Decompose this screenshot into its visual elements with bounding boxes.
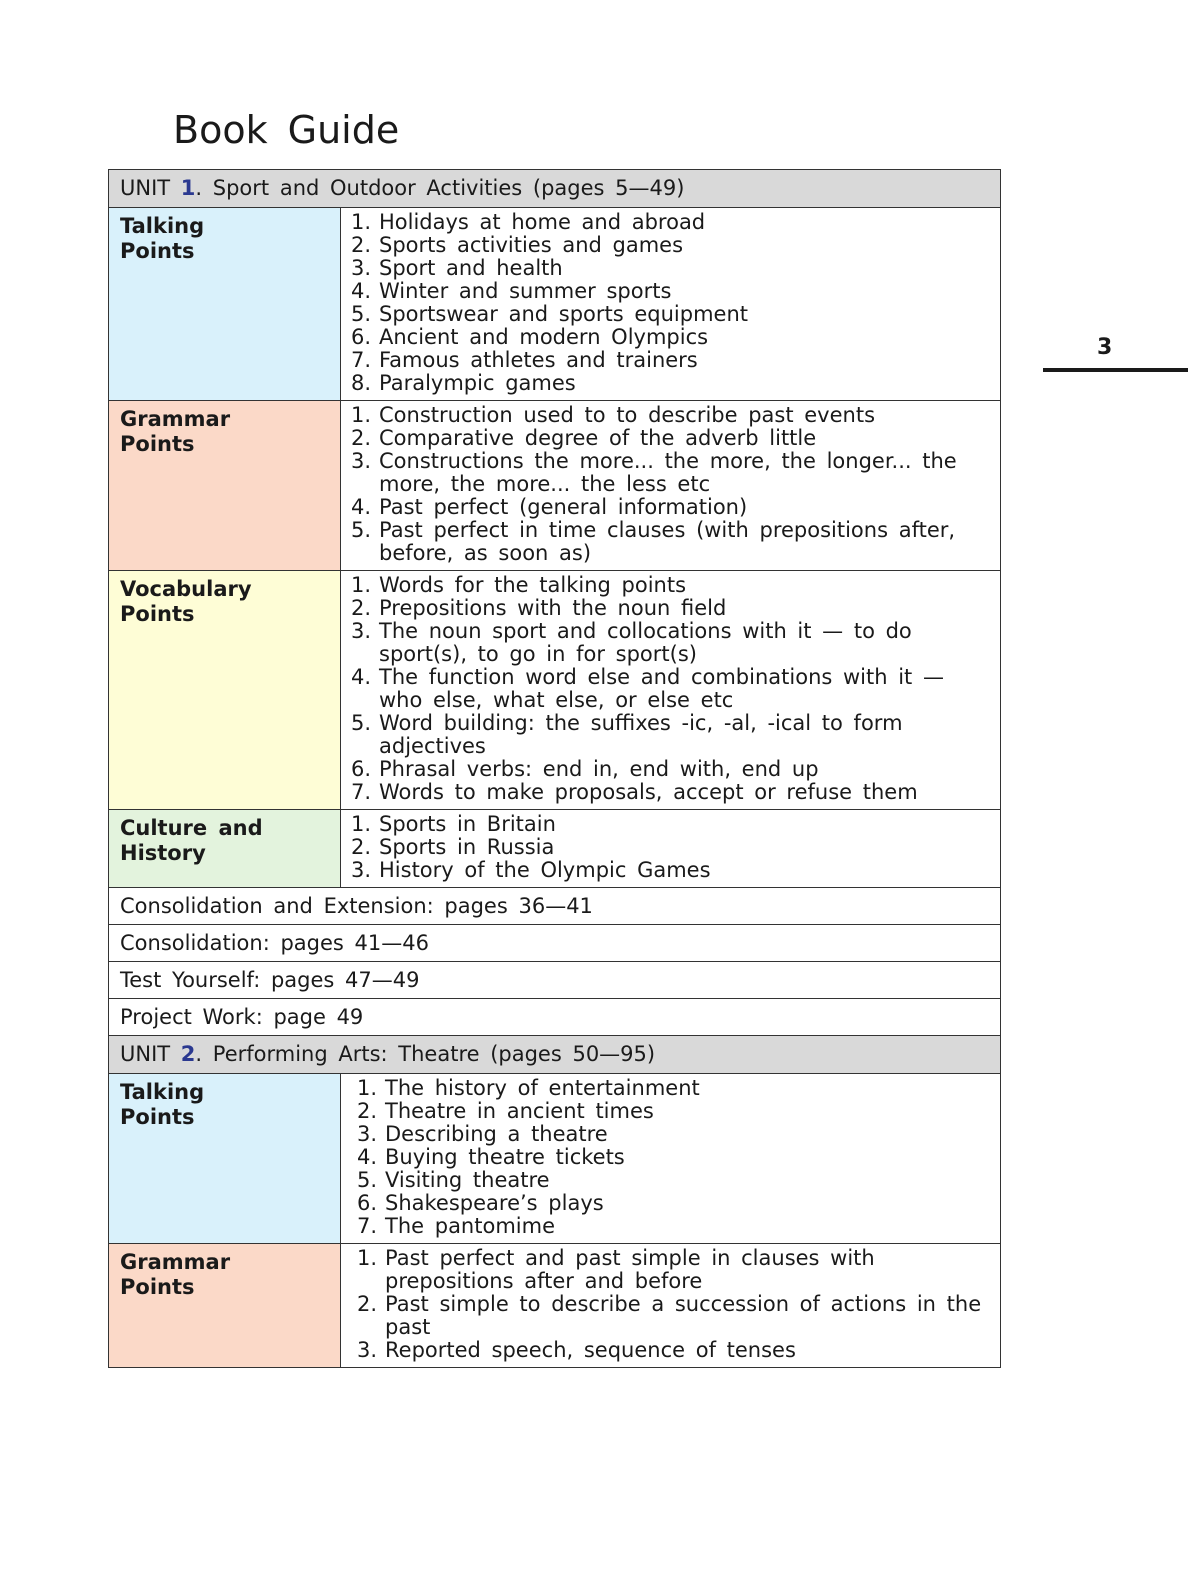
list-item: 2. Comparative degree of the adverb little [351, 426, 817, 450]
list-item: 4. Winter and summer sports [351, 279, 672, 303]
section-items [341, 208, 1001, 401]
list-item: 2. Sports activities and games [351, 233, 684, 257]
list-item: 8. Paralympic games [351, 371, 576, 395]
list-item: 5. Visiting theatre [357, 1168, 550, 1192]
list-item: 7. Words to make proposals, accept or refuse them [351, 780, 918, 804]
list-item: 3. History of the Olympic Games [351, 858, 711, 882]
list-item: 2. Sports in Russia [351, 835, 555, 859]
list-item: 5. Sportswear and sports equipment [351, 302, 749, 326]
unit-header [109, 1036, 1001, 1074]
unit-heading: . Sport and Outdoor Activities (pages 5—49) [195, 176, 685, 200]
book-guide-table [108, 169, 1001, 1368]
unit-number: 2 [180, 1042, 196, 1066]
section-row [109, 810, 1001, 888]
section-row [109, 571, 1001, 810]
page-title: Book Guide [173, 108, 400, 152]
test-yourself-row: Test Yourself: pages 47—49 [109, 962, 1001, 999]
section-label-culture-and-history: Culture and History [109, 810, 341, 888]
info-row [109, 999, 1001, 1036]
list-item: 7. The pantomime [357, 1214, 555, 1238]
list-item: 6. Ancient and modern Olympics [351, 325, 709, 349]
info-row [109, 962, 1001, 999]
section-row [109, 401, 1001, 571]
section-label-grammar-points: Grammar Points [109, 401, 341, 571]
info-row [109, 888, 1001, 925]
unit-number: 1 [180, 176, 196, 200]
list-item: 1. Holidays at home and abroad [351, 210, 706, 234]
section-items [341, 810, 1001, 888]
unit-1-header [109, 170, 1001, 208]
unit-prefix: UNIT [120, 1042, 171, 1066]
section-label-vocabulary-points: Vocabulary Points [109, 571, 341, 810]
consolidation-row: Consolidation: pages 41—46 [109, 925, 1001, 962]
page-number: 3 [1097, 335, 1113, 360]
list-item: 3. Constructions the more... the more, the longer... the more, the more... the less etc [351, 449, 957, 496]
list-item: 2. Theatre in ancient times [357, 1099, 654, 1123]
unit-prefix: UNIT [120, 176, 171, 200]
section-label-talking-points: Talking Points [109, 1074, 341, 1244]
unit-heading: . Performing Arts: Theatre (pages 50—95) [195, 1042, 656, 1066]
section-items [341, 1244, 1001, 1368]
list-item: 3. Sport and health [351, 256, 563, 280]
section-items [341, 571, 1001, 810]
consolidation-extension-row: Consolidation and Extension: pages 36—41 [109, 888, 1001, 925]
section-label-grammar-points: Grammar Points [109, 1244, 341, 1368]
list-item: 3. Describing a theatre [357, 1122, 608, 1146]
section-row [109, 1074, 1001, 1244]
list-item: 6. Phrasal verbs: end in, end with, end up [351, 757, 819, 781]
section-items [341, 1074, 1001, 1244]
list-item: 1. Construction used to to describe past events [351, 403, 876, 427]
unit-header [109, 170, 1001, 208]
info-row [109, 925, 1001, 962]
list-item: 1. Sports in Britain [351, 812, 556, 836]
list-item: 4. Buying theatre tickets [357, 1145, 625, 1169]
list-item: 3. The noun sport and collocations with it — to do sport(s), to go in for sport(s) [351, 619, 912, 666]
project-work-row: Project Work: page 49 [109, 999, 1001, 1036]
page-number-rule [1043, 368, 1188, 372]
unit-2-header [109, 1036, 1001, 1074]
list-item: 4. The function word else and combinations with it — who else, what else, or else etc [351, 665, 944, 712]
list-item: 4. Past perfect (general information) [351, 495, 748, 519]
section-row [109, 1244, 1001, 1368]
list-item: 3. Reported speech, sequence of tenses [357, 1338, 796, 1362]
list-item: 7. Famous athletes and trainers [351, 348, 698, 372]
section-items [341, 401, 1001, 571]
list-item: 1. The history of entertainment [357, 1076, 700, 1100]
list-item: 1. Words for the talking points [351, 573, 687, 597]
section-label-talking-points: Talking Points [109, 208, 341, 401]
list-item: 5. Past perfect in time clauses (with prepositions after, before, as soon as) [351, 518, 956, 565]
list-item: 1. Past perfect and past simple in clauses with prepositions after and before [357, 1246, 875, 1293]
section-row [109, 208, 1001, 401]
list-item: 2. Prepositions with the noun field [351, 596, 727, 620]
list-item: 5. Word building: the suffixes -ic, -al, -ical to form adjectives [351, 711, 903, 758]
list-item: 6. Shakespeare’s plays [357, 1191, 604, 1215]
list-item: 2. Past simple to describe a succession of actions in the past [357, 1292, 982, 1339]
